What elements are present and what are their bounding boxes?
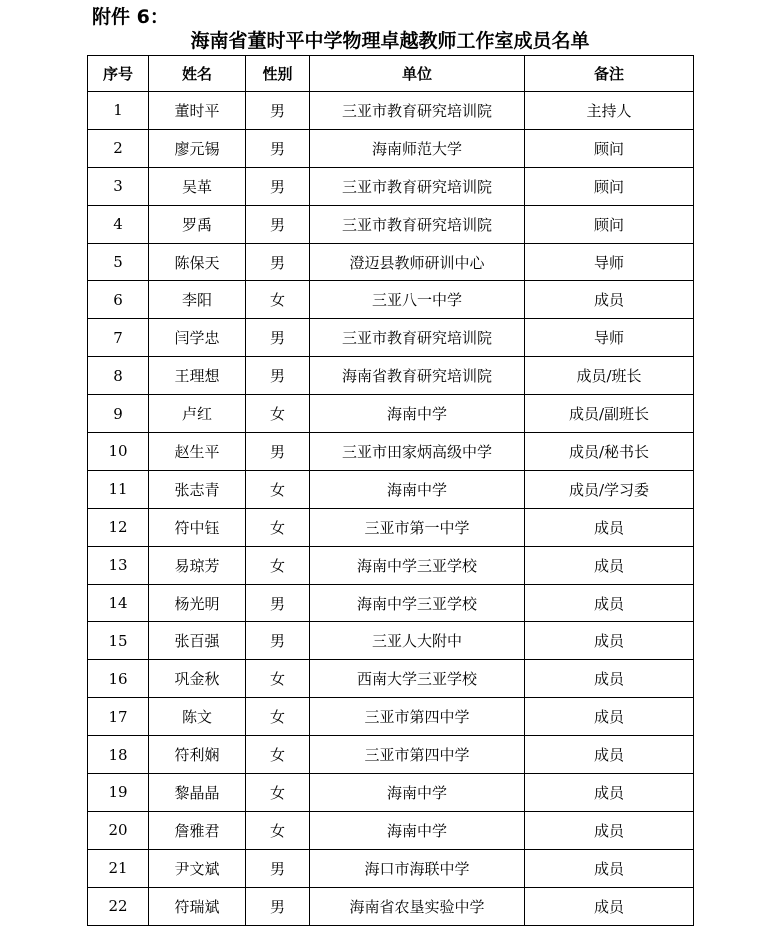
cell-unit: 海口市海联中学 (310, 849, 525, 887)
cell-name: 易琼芳 (149, 546, 246, 584)
cell-remarks: 成员 (525, 887, 694, 925)
cell-remarks: 成员 (525, 508, 694, 546)
cell-name: 赵生平 (149, 433, 246, 471)
cell-gender: 女 (246, 281, 310, 319)
cell-unit: 海南中学 (310, 395, 525, 433)
cell-name: 陈文 (149, 698, 246, 736)
cell-name: 杨光明 (149, 584, 246, 622)
table-row (88, 736, 694, 774)
cell-unit: 海南中学三亚学校 (310, 546, 525, 584)
cell-unit: 三亚市田家炳高级中学 (310, 433, 525, 471)
cell-remarks: 成员 (525, 774, 694, 812)
cell-gender: 男 (246, 205, 310, 243)
header-gender: 性别 (246, 56, 310, 92)
cell-serial-number: 4 (88, 205, 149, 243)
cell-serial-number: 18 (88, 736, 149, 774)
table-row (88, 546, 694, 584)
table-row (88, 622, 694, 660)
cell-unit: 澄迈县教师研训中心 (310, 243, 525, 281)
table-row (88, 167, 694, 205)
cell-name: 詹雅君 (149, 811, 246, 849)
header-serial-number: 序号 (88, 56, 149, 92)
cell-unit: 三亚八一中学 (310, 281, 525, 319)
cell-name: 巩金秋 (149, 660, 246, 698)
cell-gender: 男 (246, 167, 310, 205)
member-roster-table (87, 55, 694, 926)
cell-serial-number: 15 (88, 622, 149, 660)
cell-unit: 三亚市教育研究培训院 (310, 167, 525, 205)
cell-serial-number: 17 (88, 698, 149, 736)
cell-name: 陈保天 (149, 243, 246, 281)
cell-serial-number: 20 (88, 811, 149, 849)
cell-name: 闫学忠 (149, 319, 246, 357)
cell-gender: 女 (246, 660, 310, 698)
cell-remarks: 顾问 (525, 205, 694, 243)
cell-remarks: 顾问 (525, 167, 694, 205)
cell-unit: 海南中学三亚学校 (310, 584, 525, 622)
cell-name: 符利娴 (149, 736, 246, 774)
cell-unit: 海南中学 (310, 811, 525, 849)
cell-unit: 西南大学三亚学校 (310, 660, 525, 698)
cell-unit: 海南省农垦实验中学 (310, 887, 525, 925)
cell-gender: 女 (246, 508, 310, 546)
table-row (88, 849, 694, 887)
cell-gender: 女 (246, 774, 310, 812)
cell-serial-number: 6 (88, 281, 149, 319)
cell-name: 张百强 (149, 622, 246, 660)
cell-remarks: 成员 (525, 584, 694, 622)
cell-remarks: 成员 (525, 698, 694, 736)
cell-remarks: 成员 (525, 736, 694, 774)
cell-gender: 男 (246, 129, 310, 167)
cell-unit: 海南中学 (310, 774, 525, 812)
cell-remarks: 成员 (525, 849, 694, 887)
cell-remarks: 主持人 (525, 92, 694, 130)
cell-name: 黎晶晶 (149, 774, 246, 812)
cell-remarks: 导师 (525, 243, 694, 281)
table-row (88, 243, 694, 281)
cell-remarks: 导师 (525, 319, 694, 357)
header-name: 姓名 (149, 56, 246, 92)
cell-name: 罗禹 (149, 205, 246, 243)
cell-gender: 女 (246, 395, 310, 433)
cell-remarks: 成员 (525, 811, 694, 849)
cell-serial-number: 16 (88, 660, 149, 698)
document-title: 海南省董时平中学物理卓越教师工作室成员名单 (190, 30, 590, 52)
cell-gender: 男 (246, 887, 310, 925)
cell-name: 张志青 (149, 470, 246, 508)
cell-remarks: 成员 (525, 546, 694, 584)
table-row (88, 698, 694, 736)
cell-unit: 海南师范大学 (310, 129, 525, 167)
cell-unit: 三亚市教育研究培训院 (310, 319, 525, 357)
cell-gender: 男 (246, 319, 310, 357)
cell-serial-number: 19 (88, 774, 149, 812)
cell-serial-number: 14 (88, 584, 149, 622)
cell-unit: 海南省教育研究培训院 (310, 357, 525, 395)
cell-gender: 女 (246, 546, 310, 584)
table-row (88, 129, 694, 167)
cell-serial-number: 9 (88, 395, 149, 433)
cell-serial-number: 21 (88, 849, 149, 887)
cell-name: 董时平 (149, 92, 246, 130)
cell-remarks: 成员 (525, 622, 694, 660)
cell-unit: 三亚市教育研究培训院 (310, 205, 525, 243)
cell-gender: 女 (246, 811, 310, 849)
cell-gender: 女 (246, 698, 310, 736)
cell-serial-number: 12 (88, 508, 149, 546)
cell-gender: 女 (246, 470, 310, 508)
cell-remarks: 成员/班长 (525, 357, 694, 395)
table-row (88, 470, 694, 508)
table-row (88, 660, 694, 698)
cell-name: 符中钰 (149, 508, 246, 546)
cell-unit: 三亚市教育研究培训院 (310, 92, 525, 130)
cell-remarks: 成员/副班长 (525, 395, 694, 433)
cell-remarks: 成员 (525, 281, 694, 319)
table-body (88, 92, 694, 926)
cell-remarks: 成员 (525, 660, 694, 698)
table-row (88, 395, 694, 433)
cell-serial-number: 10 (88, 433, 149, 471)
cell-serial-number: 13 (88, 546, 149, 584)
cell-name: 李阳 (149, 281, 246, 319)
cell-serial-number: 8 (88, 357, 149, 395)
table-row (88, 319, 694, 357)
cell-unit: 三亚市第四中学 (310, 698, 525, 736)
table-row (88, 887, 694, 925)
table-row (88, 584, 694, 622)
header-unit: 单位 (310, 56, 525, 92)
cell-gender: 男 (246, 584, 310, 622)
cell-name: 廖元锡 (149, 129, 246, 167)
cell-remarks: 成员/秘书长 (525, 433, 694, 471)
cell-unit: 三亚市第一中学 (310, 508, 525, 546)
cell-name: 尹文斌 (149, 849, 246, 887)
table-row (88, 811, 694, 849)
cell-unit: 三亚人大附中 (310, 622, 525, 660)
cell-gender: 男 (246, 243, 310, 281)
cell-gender: 男 (246, 357, 310, 395)
cell-name: 吴革 (149, 167, 246, 205)
cell-unit: 三亚市第四中学 (310, 736, 525, 774)
cell-serial-number: 3 (88, 167, 149, 205)
table-row (88, 774, 694, 812)
table-row (88, 357, 694, 395)
table-row (88, 92, 694, 130)
cell-serial-number: 22 (88, 887, 149, 925)
attachment-label: 附件 6： (92, 6, 169, 28)
table-row (88, 205, 694, 243)
header-remarks: 备注 (525, 56, 694, 92)
cell-gender: 男 (246, 849, 310, 887)
table-header-row (88, 56, 694, 92)
table-row (88, 281, 694, 319)
cell-gender: 男 (246, 622, 310, 660)
cell-unit: 海南中学 (310, 470, 525, 508)
cell-serial-number: 1 (88, 92, 149, 130)
cell-serial-number: 2 (88, 129, 149, 167)
cell-serial-number: 7 (88, 319, 149, 357)
cell-remarks: 成员/学习委 (525, 470, 694, 508)
cell-name: 符瑞斌 (149, 887, 246, 925)
cell-gender: 男 (246, 433, 310, 471)
cell-gender: 男 (246, 92, 310, 130)
table-row (88, 508, 694, 546)
cell-serial-number: 5 (88, 243, 149, 281)
cell-name: 王理想 (149, 357, 246, 395)
cell-remarks: 顾问 (525, 129, 694, 167)
table-row (88, 433, 694, 471)
cell-serial-number: 11 (88, 470, 149, 508)
cell-name: 卢红 (149, 395, 246, 433)
cell-gender: 女 (246, 736, 310, 774)
